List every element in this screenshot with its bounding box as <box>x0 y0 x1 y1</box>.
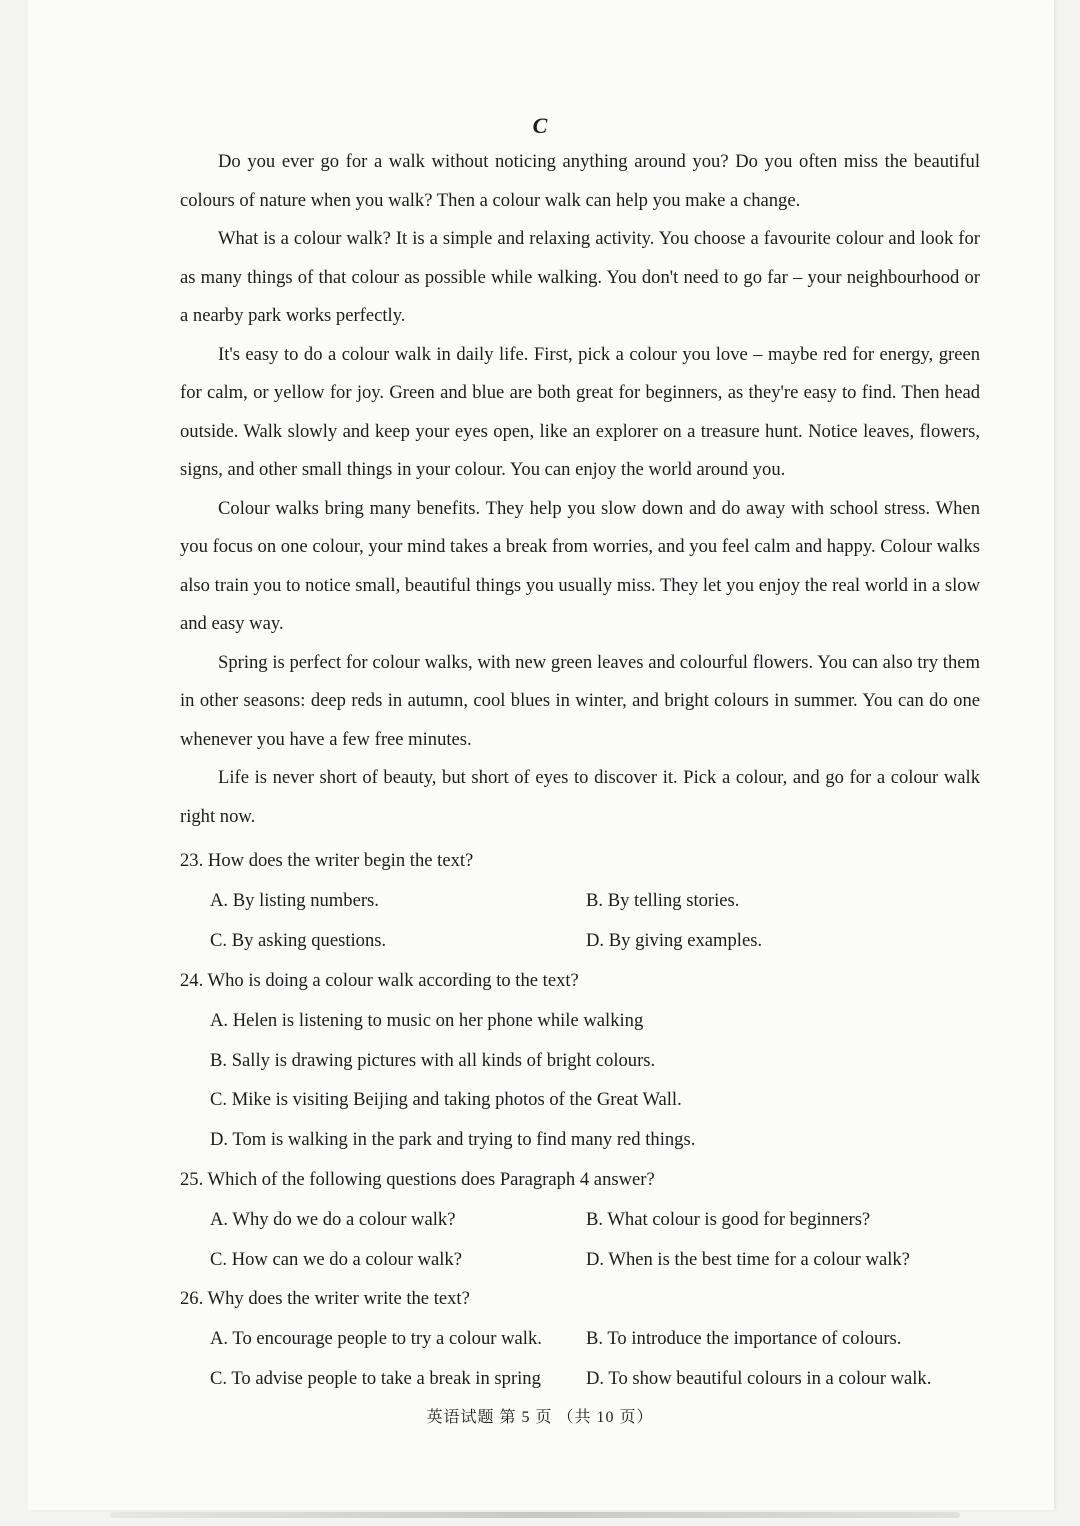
question-24-option-c: C. Mike is visiting Beijing and taking photos of the Great Wall. <box>210 1089 682 1110</box>
passage-paragraph-2: What is a colour walk? It is a simple and relaxing activity. You choose a favourite colour and look for as many things of that colour as possible while walking. You don't need to go far – your neighbourhood or a nearby park works perfectly. <box>180 228 980 326</box>
question-26-option-d: D. To show beautiful colours in a colour walk. <box>586 1368 932 1389</box>
question-26 <box>180 1279 980 1399</box>
question-23-option-c: C. By asking questions. <box>210 930 387 951</box>
question-23-option-d: D. By giving examples. <box>586 930 763 951</box>
passage-paragraph-1: Do you ever go for a walk without noticing anything around you? Do you often miss the beautiful colours of nature when you walk? Then a colour walk can help you make a change. <box>180 151 980 211</box>
question-25 <box>180 1160 980 1280</box>
question-25-option-b: B. What colour is good for beginners? <box>586 1209 871 1230</box>
passage-paragraph-6: Life is never short of beauty, but short of eyes to discover it. Pick a colour, and go for a colour walk right now. <box>180 767 980 827</box>
page-footer: 英语试题 第 5 页 （共 10 页） <box>426 1409 654 1426</box>
question-26-option-b: B. To introduce the importance of colours. <box>586 1328 902 1349</box>
question-25-stem: 25. Which of the following questions does Paragraph 4 answer? <box>180 1169 655 1190</box>
question-26-option-c: C. To advise people to take a break in spring <box>210 1368 541 1389</box>
question-23-option-a: A. By listing numbers. <box>210 890 379 911</box>
passage-paragraph-5: Spring is perfect for colour walks, with new green leaves and colourful flowers. You can also try them in other seasons: deep reds in autumn, cool blues in winter, and bright colours in summer. You can do one whenever you have a few free minutes. <box>180 651 980 750</box>
reading-passage <box>180 143 980 836</box>
question-26-stem: 26. Why does the writer write the text? <box>180 1288 470 1309</box>
question-23-option-b: B. By telling stories. <box>586 890 740 911</box>
question-23 <box>180 841 980 961</box>
passage-paragraph-4: Colour walks bring many benefits. They help you slow down and do away with school stress. When you focus on one colour, your mind takes a break from worries, and you feel calm and happy. Colour walks also train you to notice small, beautiful things you usually miss. They let you enjoy the real world in a slow and easy way. <box>180 497 980 634</box>
question-24-option-d: D. Tom is walking in the park and trying to find many red things. <box>210 1128 696 1150</box>
question-25-option-d: D. When is the best time for a colour walk? <box>586 1249 910 1270</box>
question-24-option-b: B. Sally is drawing pictures with all kinds of bright colours. <box>210 1049 656 1071</box>
question-24-stem: 24. Who is doing a colour walk according to the text? <box>180 970 579 991</box>
page-bottom-edge <box>110 1512 960 1518</box>
question-23-stem: 23. How does the writer begin the text? <box>180 850 474 871</box>
question-24-option-a: A. Helen is listening to music on her phone while walking <box>210 1010 644 1031</box>
question-25-option-c: C. How can we do a colour walk? <box>210 1249 462 1270</box>
question-26-option-a: A. To encourage people to try a colour walk. <box>210 1328 542 1349</box>
passage-paragraph-3: It's easy to do a colour walk in daily life. First, pick a colour you love – maybe red for energy, green for calm, or yellow for joy. Green and blue are both great for beginners, as they're easy to find. Then head outside. Walk slowly and keep your eyes open, like an explorer on a treasure hunt. Notice leaves, flowers, signs, and other small things in your colour. You can enjoy the world around you. <box>180 343 980 480</box>
question-24 <box>180 961 980 1159</box>
section-letter: C <box>532 113 548 138</box>
question-25-option-a: A. Why do we do a colour walk? <box>210 1209 456 1230</box>
